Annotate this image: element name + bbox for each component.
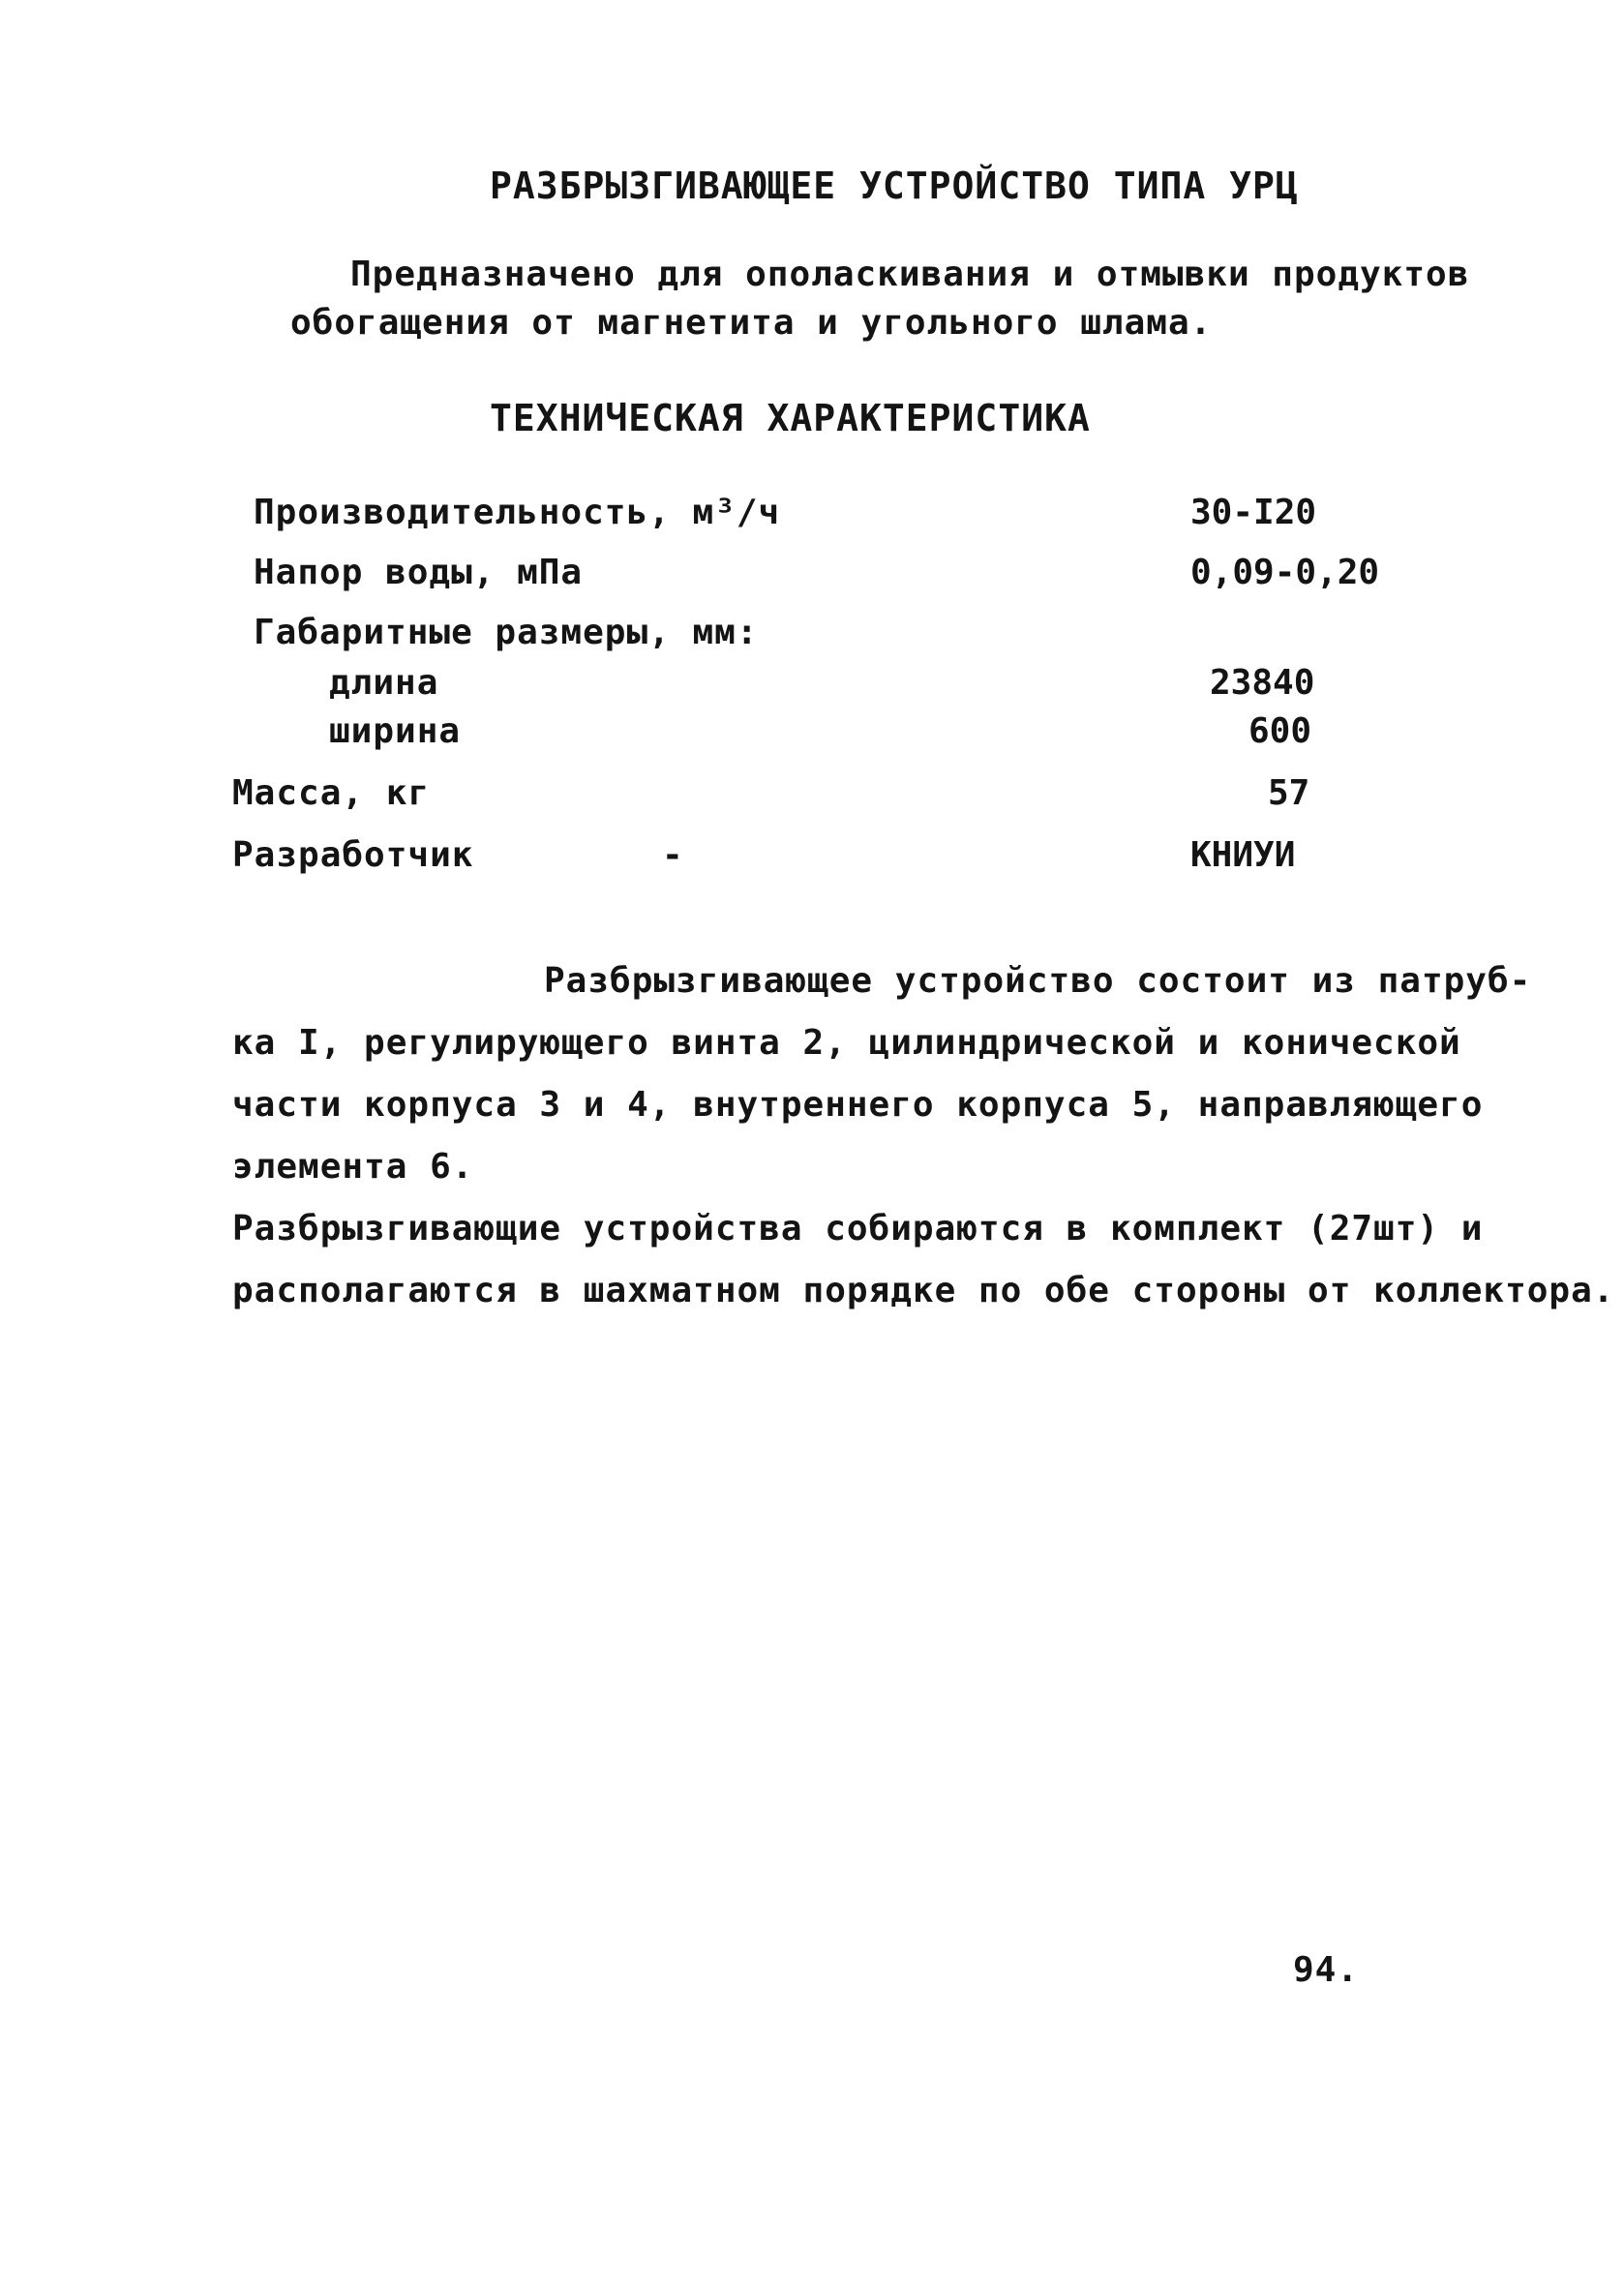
length-value: 23840: [1210, 663, 1315, 703]
water-pressure-label: Напор воды, мПа: [254, 553, 584, 592]
description-line-5: Разбрызгивающие устройства собираются в комплект (27шт) и: [232, 1209, 1484, 1249]
page-number: 94.: [1293, 1950, 1360, 1990]
productivity-value: 30-I20: [1190, 493, 1317, 532]
developer-value: КНИУИ: [1190, 835, 1296, 875]
length-label: длина: [329, 663, 439, 703]
purpose-line-2: обогащения от магнетита и угольного шлама.: [290, 303, 1213, 343]
description-line-3: части корпуса 3 и 4, внутреннего корпуса 5, направляющего: [232, 1085, 1484, 1125]
description-line-4: элемента 6.: [232, 1147, 474, 1187]
width-label: ширина: [329, 711, 462, 751]
water-pressure-value: 0,09-0,20: [1190, 553, 1380, 592]
developer-label: Разработчик: [232, 835, 474, 875]
dimensions-label: Габаритные размеры, мм:: [254, 613, 759, 652]
width-value: 600: [1248, 711, 1312, 751]
developer-dash: -: [662, 835, 683, 875]
description-line-1: Разбрызгивающее устройство состоит из патруб-: [544, 961, 1532, 1001]
document-title: РАЗБРЫЗГИВАЮЩЕЕ УСТРОЙСТВО ТИПА УРЦ: [490, 165, 1299, 207]
mass-label: Масса, кг: [232, 773, 431, 813]
purpose-line-1: Предназначено для ополаскивания и отмывки продуктов: [350, 255, 1470, 294]
mass-value: 57: [1268, 773, 1310, 813]
productivity-label: Производительность, м³/ч: [254, 493, 781, 532]
spec-heading: ТЕХНИЧЕСКАЯ ХАРАКТЕРИСТИКА: [490, 397, 1091, 439]
description-line-6: располагаются в шахматном порядке по обе стороны от коллектора.: [232, 1271, 1615, 1310]
description-line-2: ка I, регулирующего винта 2, цилиндрической и конической: [232, 1023, 1461, 1063]
